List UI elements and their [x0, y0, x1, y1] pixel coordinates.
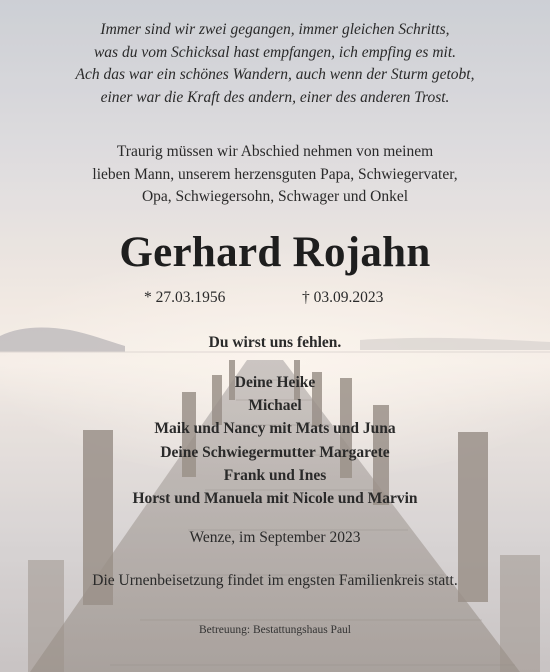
mourner-entry: Horst und Manuela mit Nicole und Marvin	[132, 490, 418, 508]
intro-line: Traurig müssen wir Abschied nehmen von meinem	[116, 143, 434, 160]
poem-line: Immer sind wir zwei gegangen, immer gleichen Schritts,	[100, 21, 450, 38]
deceased-name: Gerhard Rojahn	[119, 229, 431, 276]
memorial-poem	[0, 19, 550, 109]
birth-date: * 27.03.1956	[144, 289, 226, 306]
intro-text	[0, 141, 550, 209]
death-date: † 03.09.2023	[302, 289, 384, 306]
mourner-entry: Frank und Ines	[223, 466, 327, 484]
mourner-entry: Deine Heike	[234, 374, 316, 391]
farewell-line: Du wirst uns fehlen.	[208, 334, 342, 351]
poem-line: einer war die Kraft des andern, einer des anderen Trost.	[100, 88, 450, 106]
mourner-entry: Deine Schwiegermutter Margarete	[160, 443, 390, 461]
poem-line: Ach das war ein schönes Wandern, auch wenn der Sturm getobt,	[75, 66, 475, 83]
funeral-home-credit: Betreuung: Bestattungshaus Paul	[198, 624, 352, 636]
mourner-entry: Maik und Nancy mit Mats und Juna	[154, 420, 396, 438]
poem-line: was du vom Schicksal hast empfangen, ich empfing es mit.	[93, 43, 457, 61]
mourners-list	[0, 371, 550, 510]
intro-line: lieben Mann, unserem herzensguten Papa, Schwiegervater,	[92, 165, 458, 183]
place-and-date: Wenze, im September 2023	[189, 529, 361, 546]
mourner-entry: Michael	[248, 397, 302, 415]
burial-note: Die Urnenbeisetzung findet im engsten Familienkreis statt.	[92, 572, 458, 589]
intro-line: Opa, Schwiegersohn, Schwager und Onkel	[141, 188, 409, 205]
